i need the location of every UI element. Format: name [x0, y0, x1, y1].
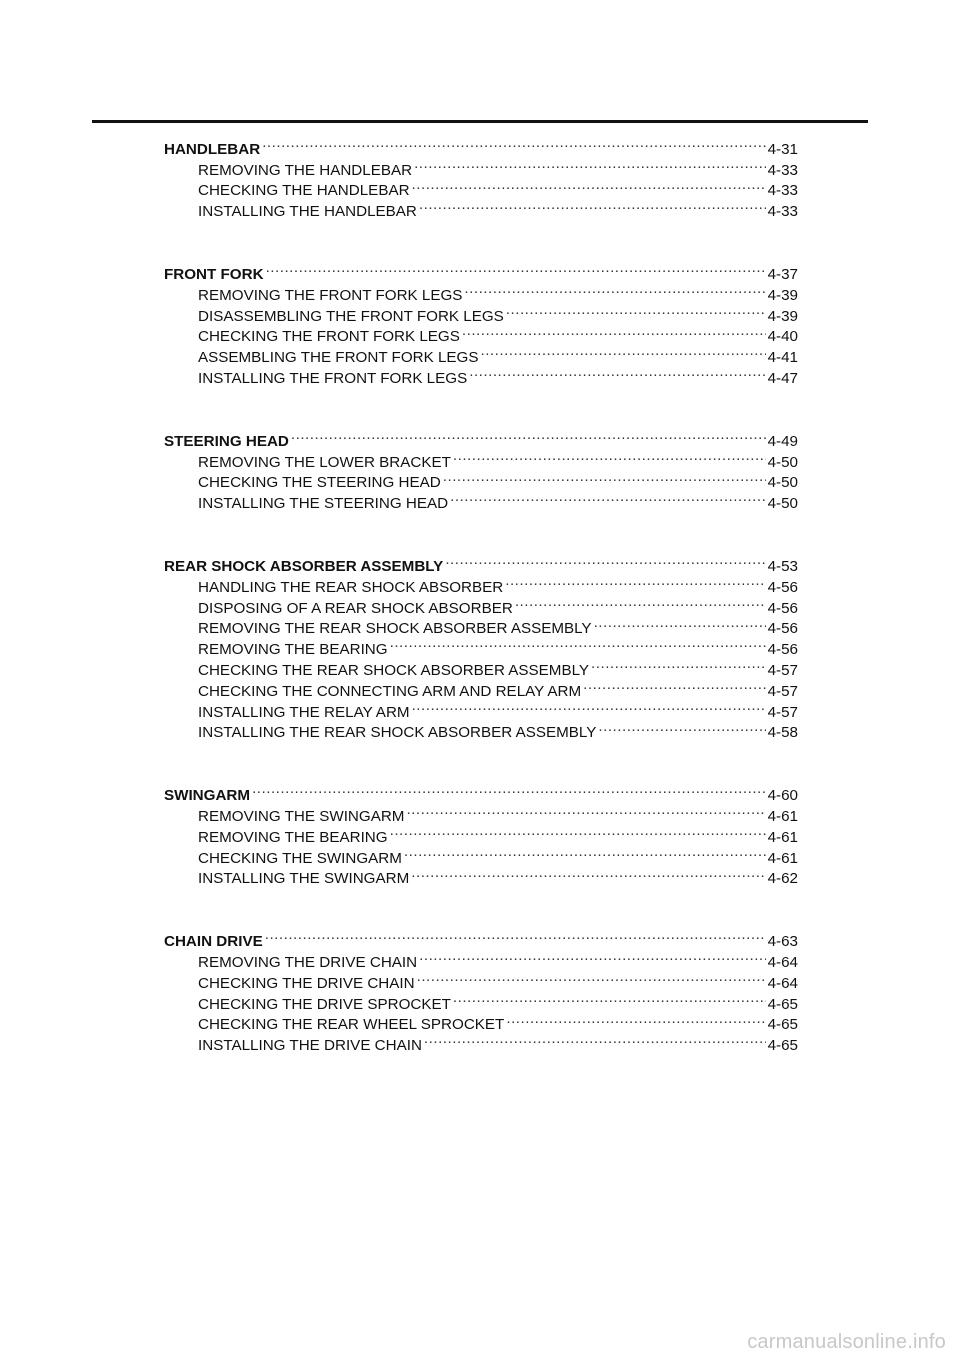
- toc-entry-main[interactable]: [164, 133, 798, 158]
- leader-dots: [515, 592, 766, 613]
- toc-entry-page: 4-37: [767, 265, 798, 283]
- toc-entry-main[interactable]: [164, 258, 798, 283]
- leader-dots: [443, 467, 766, 488]
- toc-entry-page: 4-65: [767, 1016, 798, 1034]
- toc-entry-page: 4-58: [767, 724, 798, 742]
- toc-entry-page: 4-39: [767, 307, 798, 325]
- toc-entry-title: INSTALLING THE RELAY ARM: [198, 703, 410, 721]
- toc-entry-page: 4-64: [767, 974, 798, 992]
- toc-entry-page: 4-33: [767, 161, 798, 179]
- toc-entry-title: INSTALLING THE DRIVE CHAIN: [198, 1037, 422, 1055]
- toc-entry-page: 4-61: [767, 849, 798, 867]
- toc-entry-title: REAR SHOCK ABSORBER ASSEMBLY: [164, 557, 444, 575]
- toc-entry-title: CHECKING THE HANDLEBAR: [198, 182, 410, 200]
- toc-entry-page: 4-56: [767, 599, 798, 617]
- toc-entry-page: 4-49: [767, 432, 798, 450]
- toc-entry-title: REMOVING THE SWINGARM: [198, 807, 405, 825]
- toc-entry-title: REMOVING THE LOWER BRACKET: [198, 453, 451, 471]
- toc-entry-page: 4-40: [767, 328, 798, 346]
- header-rule: [92, 120, 868, 123]
- leader-dots: [424, 1029, 766, 1050]
- leader-dots: [419, 946, 765, 967]
- leader-dots: [265, 925, 766, 946]
- toc-section-front-fork: [164, 258, 798, 387]
- toc-entry-title: INSTALLING THE SWINGARM: [198, 870, 410, 888]
- leader-dots: [591, 654, 766, 675]
- toc-entry-page: 4-50: [767, 453, 798, 471]
- toc-entry-main[interactable]: [164, 425, 798, 450]
- toc-entry-title: DISASSEMBLING THE FRONT FORK LEGS: [198, 307, 504, 325]
- toc-entry-title: REMOVING THE BEARING: [198, 828, 388, 846]
- leader-dots: [464, 279, 765, 300]
- leader-dots: [506, 1009, 765, 1030]
- toc-entry-title: CHECKING THE CONNECTING ARM AND RELAY ARM: [198, 682, 582, 700]
- toc-entry-page: 4-56: [767, 620, 798, 638]
- toc-entry-page: 4-65: [767, 1037, 798, 1055]
- toc-entry-page: 4-50: [767, 474, 798, 492]
- table-of-contents: [164, 133, 798, 1092]
- toc-entry-title: CHAIN DRIVE: [164, 933, 263, 951]
- toc-entry-page: 4-56: [767, 578, 798, 596]
- toc-entry-page: 4-39: [767, 286, 798, 304]
- toc-entry-title: HANDLING THE REAR SHOCK ABSORBER: [198, 578, 504, 596]
- toc-entry-page: 4-33: [767, 182, 798, 200]
- leader-dots: [406, 800, 765, 821]
- toc-entry-page: 4-31: [767, 140, 798, 158]
- toc-entry-title: STEERING HEAD: [164, 432, 289, 450]
- toc-entry-title: SWINGARM: [164, 787, 251, 805]
- leader-dots: [505, 571, 765, 592]
- toc-entry-page: 4-57: [767, 703, 798, 721]
- leader-dots: [390, 821, 766, 842]
- watermark: carmanualsonline.info: [747, 1331, 946, 1353]
- toc-entry-title: CHECKING THE DRIVE SPROCKET: [198, 995, 451, 1013]
- leader-dots: [462, 321, 766, 342]
- toc-entry-title: INSTALLING THE HANDLEBAR: [198, 203, 417, 221]
- leader-dots: [453, 988, 766, 1009]
- toc-entry-title: CHECKING THE FRONT FORK LEGS: [198, 328, 460, 346]
- leader-dots: [262, 133, 765, 154]
- toc-entry-main[interactable]: [164, 925, 798, 951]
- toc-entry-page: 4-50: [767, 495, 798, 513]
- toc-entry-page: 4-33: [767, 203, 798, 221]
- toc-entry-title: REMOVING THE DRIVE CHAIN: [198, 953, 418, 971]
- leader-dots: [252, 779, 766, 800]
- toc-entry-page: 4-41: [767, 349, 798, 367]
- leader-dots: [390, 633, 766, 654]
- toc-section-rear-shock-absorber: [164, 550, 798, 742]
- toc-entry-page: 4-57: [767, 661, 798, 679]
- toc-entry-main[interactable]: [164, 550, 798, 575]
- toc-entry-title: INSTALLING THE REAR SHOCK ABSORBER ASSEMBLY: [198, 724, 597, 742]
- toc-entry-title: CHECKING THE REAR SHOCK ABSORBER ASSEMBLY: [198, 661, 590, 679]
- leader-dots: [412, 175, 766, 196]
- toc-entry-title: HANDLEBAR: [164, 140, 261, 158]
- toc-entry-title: ASSEMBLING THE FRONT FORK LEGS: [198, 349, 479, 367]
- toc-entry-page: 4-47: [767, 369, 798, 387]
- toc-entry-title: CHECKING THE STEERING HEAD: [198, 474, 441, 492]
- leader-dots: [583, 675, 765, 696]
- leader-dots: [411, 863, 765, 884]
- leader-dots: [414, 154, 766, 175]
- leader-dots: [594, 613, 766, 634]
- toc-entry-page: 4-61: [767, 807, 798, 825]
- leader-dots: [453, 446, 766, 467]
- toc-entry-title: INSTALLING THE STEERING HEAD: [198, 495, 449, 513]
- toc-entry-title: CHECKING THE DRIVE CHAIN: [198, 974, 415, 992]
- leader-dots: [445, 550, 765, 571]
- toc-entry-title: REMOVING THE HANDLEBAR: [198, 161, 413, 179]
- toc-entry-page: 4-62: [767, 870, 798, 888]
- leader-dots: [404, 842, 766, 863]
- toc-entry-page: 4-64: [767, 953, 798, 971]
- toc-entry-title: REMOVING THE BEARING: [198, 641, 388, 659]
- toc-entry-title: CHECKING THE SWINGARM: [198, 849, 402, 867]
- toc-entry-sub[interactable]: [164, 800, 798, 825]
- toc-entry-page: 4-53: [767, 557, 798, 575]
- leader-dots: [417, 967, 766, 988]
- leader-dots: [450, 487, 766, 508]
- leader-dots: [469, 362, 765, 383]
- toc-entry-page: 4-56: [767, 641, 798, 659]
- leader-dots: [506, 300, 766, 321]
- toc-section-chain-drive: [164, 925, 798, 1055]
- leader-dots: [266, 258, 766, 279]
- toc-entry-page: 4-65: [767, 995, 798, 1013]
- toc-entry-title: INSTALLING THE FRONT FORK LEGS: [198, 369, 468, 387]
- toc-section-swingarm: [164, 779, 798, 888]
- toc-entry-title: FRONT FORK: [164, 265, 264, 283]
- toc-entry-title: DISPOSING OF A REAR SHOCK ABSORBER: [198, 599, 513, 617]
- leader-dots: [419, 195, 766, 216]
- leader-dots: [291, 425, 766, 446]
- toc-entry-title: REMOVING THE FRONT FORK LEGS: [198, 286, 463, 304]
- toc-entry-page: 4-63: [767, 933, 798, 951]
- toc-entry-main[interactable]: [164, 779, 798, 805]
- leader-dots: [598, 717, 765, 738]
- toc-entry-title: REMOVING THE REAR SHOCK ABSORBER ASSEMBLY: [198, 620, 592, 638]
- toc-entry-title: CHECKING THE REAR WHEEL SPROCKET: [198, 1016, 505, 1034]
- leader-dots: [480, 341, 765, 362]
- toc-entry-page: 4-61: [767, 828, 798, 846]
- leader-dots: [412, 696, 766, 717]
- toc-section-steering-head: [164, 425, 798, 513]
- toc-entry-page: 4-57: [767, 682, 798, 700]
- toc-section-handlebar: [164, 133, 798, 221]
- toc-entry-page: 4-60: [767, 787, 798, 805]
